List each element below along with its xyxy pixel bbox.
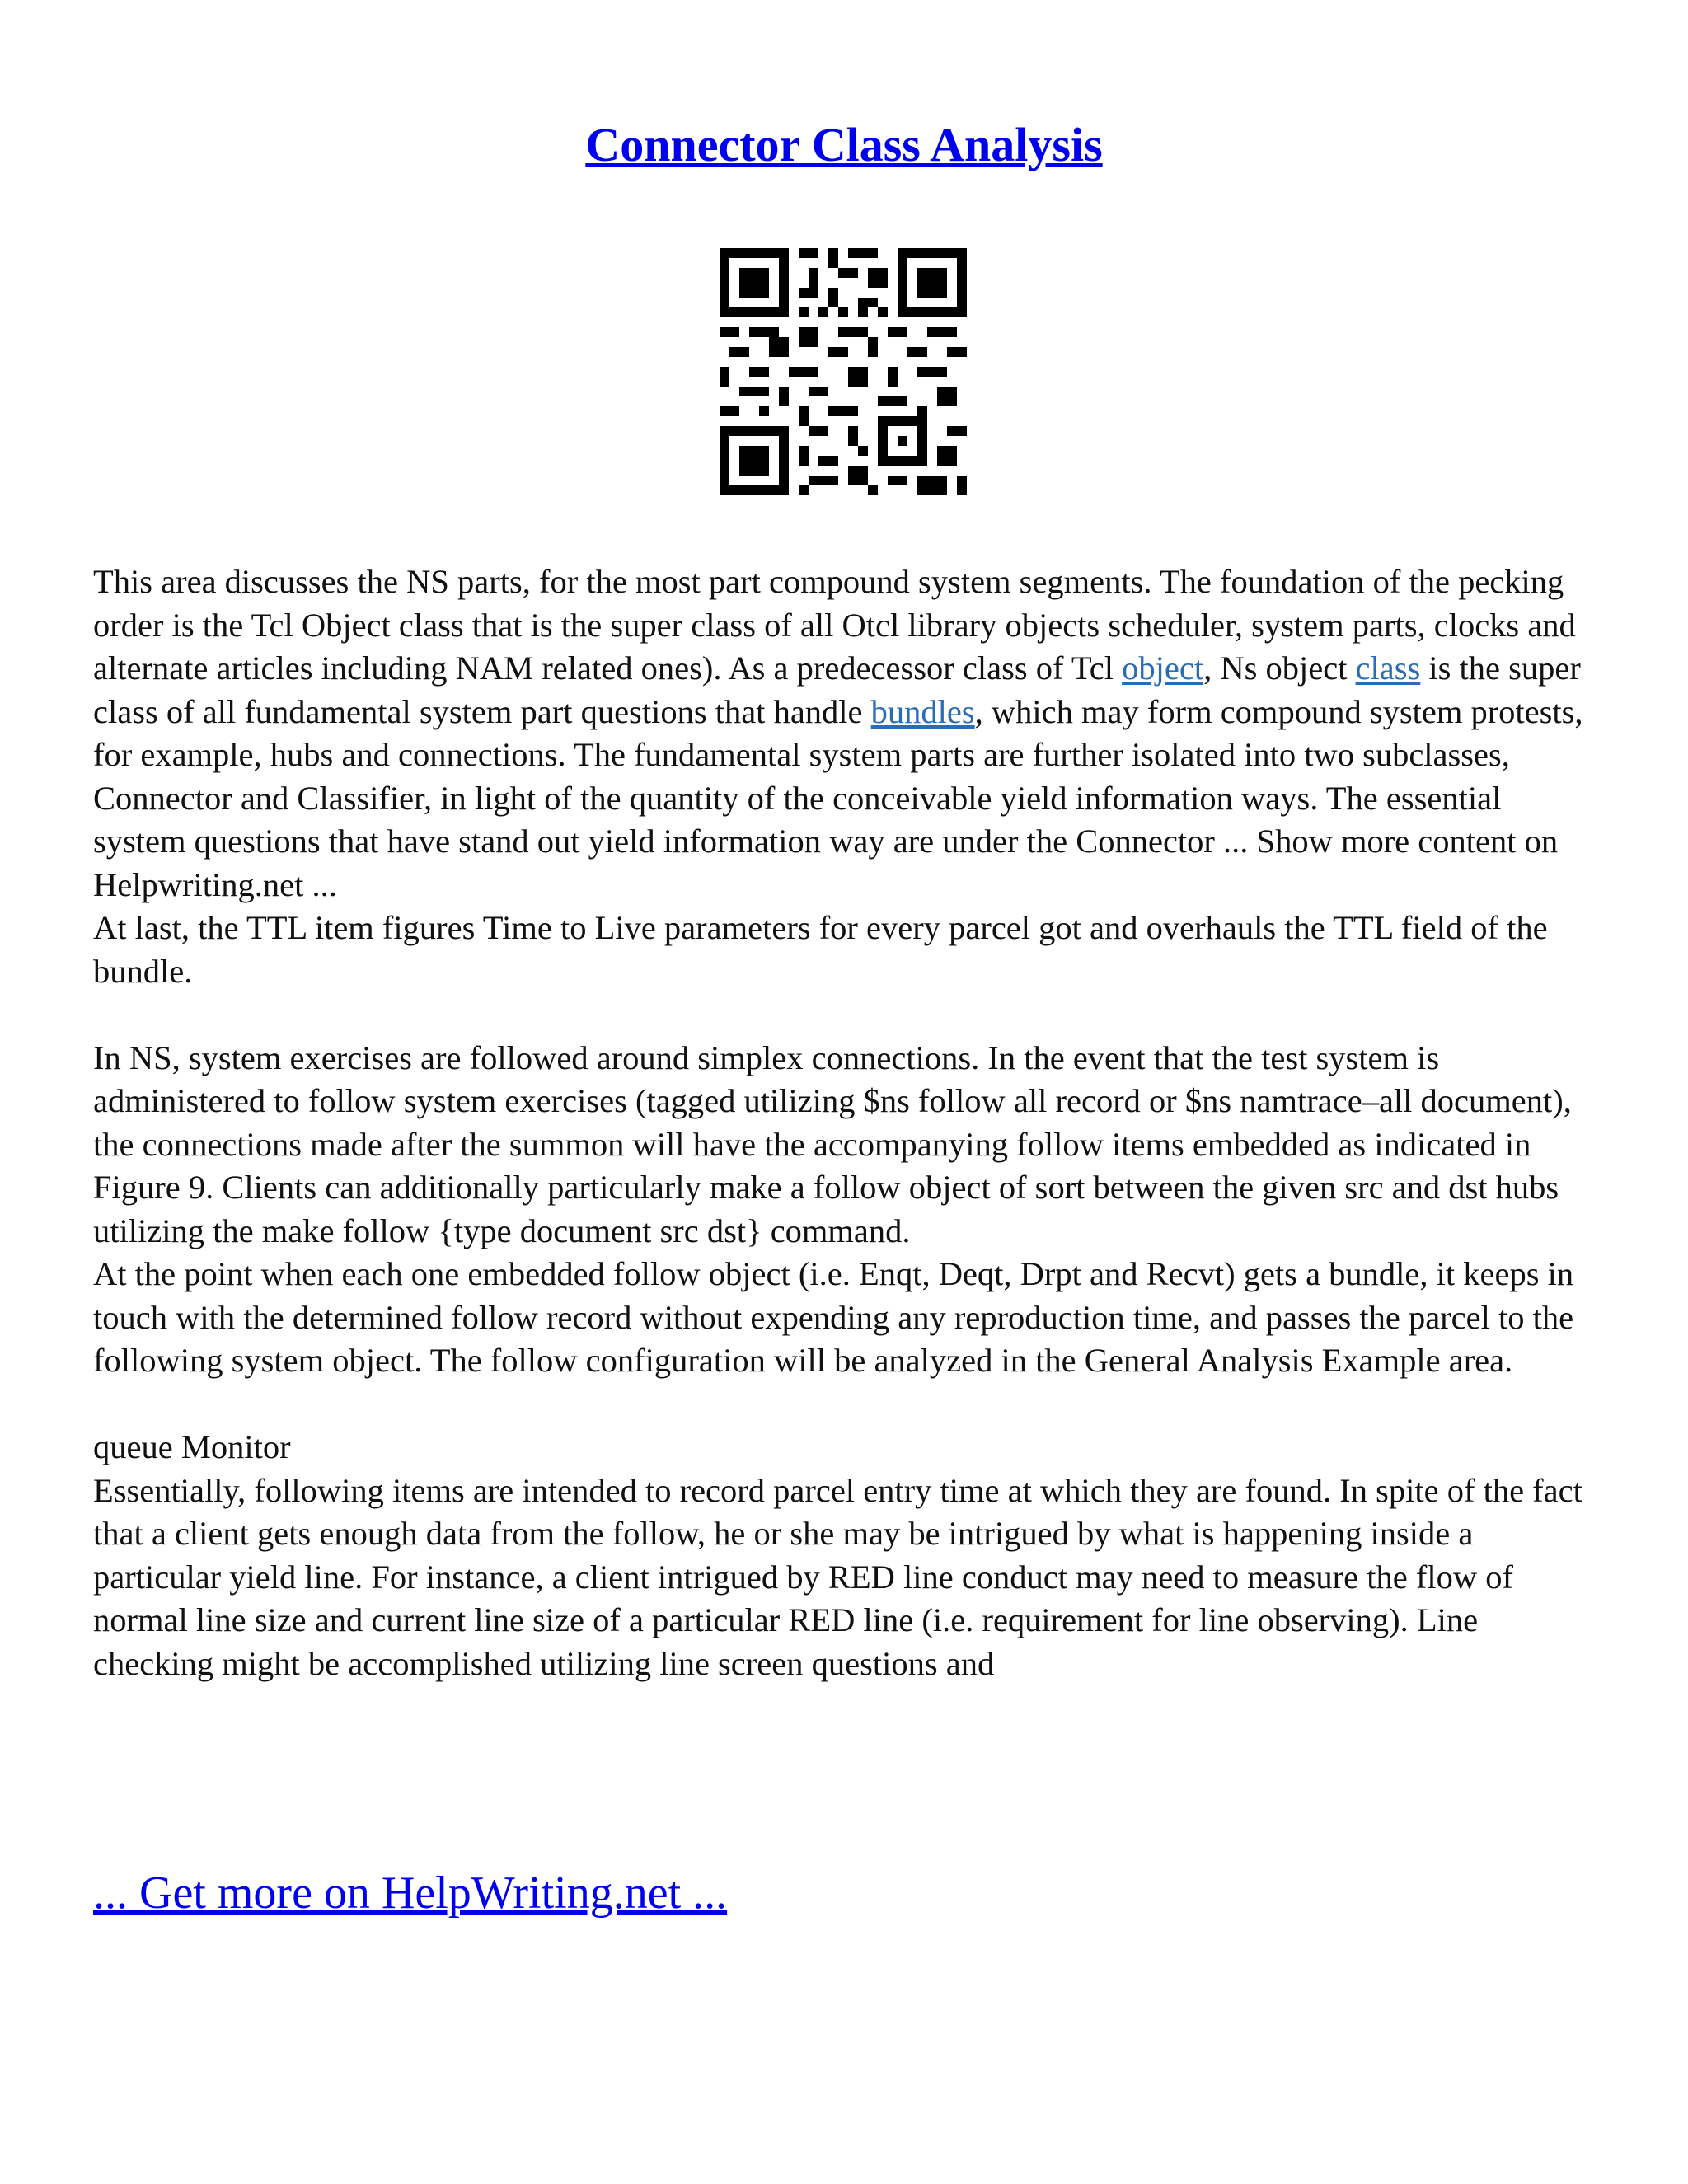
paragraph-intro <box>93 560 1601 907</box>
qr-code-icon <box>720 248 967 495</box>
paragraph-intro-text-4: , which may form compound system protests, for example, hubs and connections. The fundamental system parts are further isolated into two subclasses, Connector and Classifier, in light of the quantity of the conceivable yield information ways. The essential system questions that have stand out yield information way are under the Connector ... Show more content on Helpwriting.net ... <box>93 692 1583 903</box>
paragraph-gap <box>93 1383 1601 1427</box>
object-link[interactable]: object <box>1122 649 1204 687</box>
paragraph-trace-object: At the point when each one embedded follow object (i.e. Enqt, Deqt, Drpt and Recvt) gets a bundle, it keeps in touch with the determined follow record without expending any reproduction time, and passes the parcel to the following system object. The follow configuration will be analyzed in the General Analysis Example area. <box>93 1255 1574 1379</box>
paragraph-queue-monitor: Essentially, following items are intended to record parcel entry time at which they are found. In spite of the fact that a client gets enough data from the follow, he or she may be intrigued by what is happening inside a particular yield line. For instance, a client intrigued by RED line conduct may need to measure the flow of normal line size and current line size of a particular RED line (i.e. requirement for line observing). Line checking might be accomplished utilizing line screen questions and <box>93 1471 1582 1682</box>
paragraph-simplex: In NS, system exercises are followed around simplex connections. In the event that the test system is administered to follow system exercises (tagged utilizing $ns follow all record or $ns namtrace–all document), the connections made after the summon will have the accompanying follow items embedded as indicated in Figure 9. Clients can additionally particularly make a follow object of sort between the given src and dst hubs utilizing the make follow {type document src dst} command. <box>93 1038 1572 1249</box>
class-link[interactable]: class <box>1355 649 1421 687</box>
paragraph-intro-text-1: This area discusses the NS parts, for the most part compound system segments. The foundation of the pecking order is the Tcl Object class that is the super class of all Otcl library objects scheduler, system parts, clocks and alternate articles including NAM related ones). As a predecessor class of Tcl <box>93 563 1576 687</box>
paragraph-gap <box>93 993 1601 1037</box>
paragraph-intro-text-3: is the super class of all fundamental system part questions that handle <box>93 649 1581 730</box>
bundles-link[interactable]: bundles <box>870 692 975 730</box>
heading-queue-monitor: queue Monitor <box>93 1428 291 1465</box>
document-title-link[interactable]: Connector Class Analysis <box>585 118 1103 171</box>
paragraph-intro-text-2: , Ns object <box>1203 649 1356 687</box>
document-body <box>93 560 1601 1685</box>
paragraph-ttl: At last, the TTL item figures Time to Live parameters for every parcel got and overhauls the TTL field of the bundle. <box>93 909 1548 990</box>
get-more-link[interactable]: ... Get more on HelpWriting.net ... <box>93 1868 728 1919</box>
